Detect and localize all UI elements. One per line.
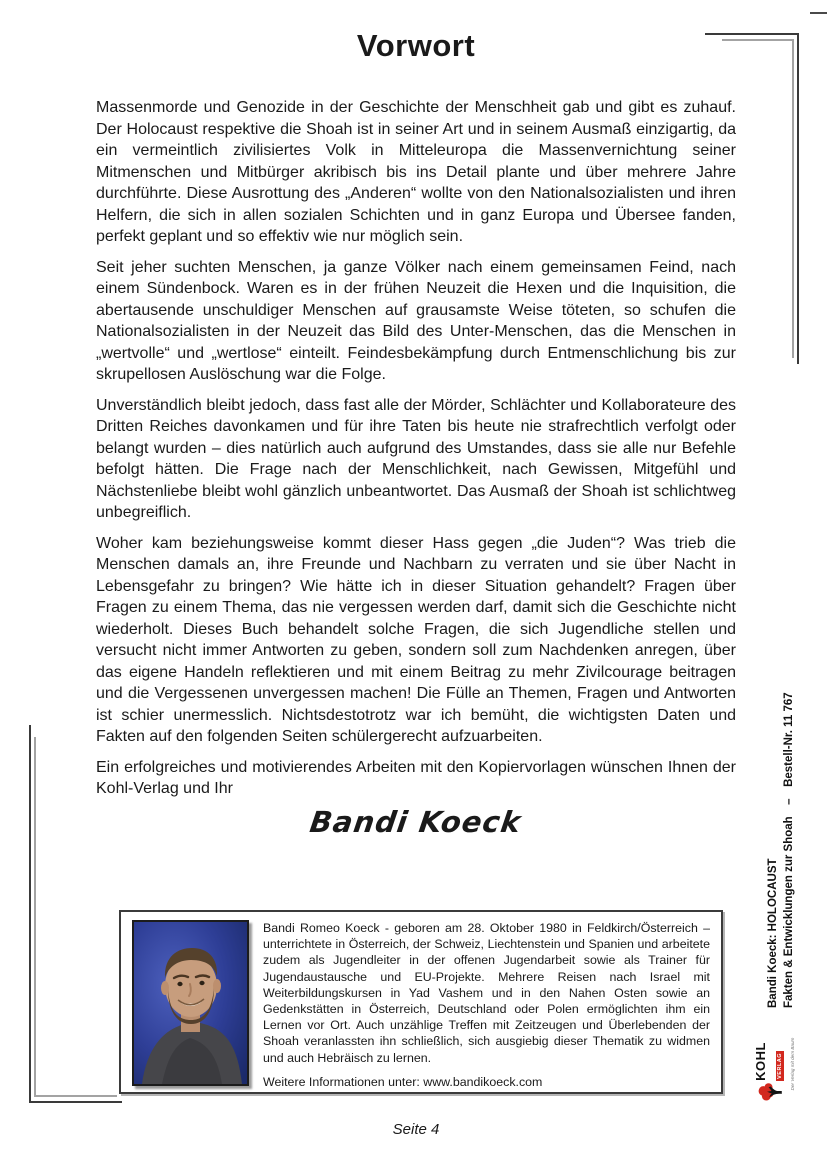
bio-text: Bandi Romeo Koeck - geboren am 28. Oktober 1980 in Feldkirch/Österreich – unterrichtete in Österreich, der Schweiz, Liechtenstein und Spanien und arbeitete zudem als Jugendleiter in der offenen Jugendarbeit sowie als Trainer für Jugendaustausche und EU-Projekte. Mehrere Reisen nach Israel mit Weiterbildungskursen in Yad Vashem und in den Nahen Osten sowie an Gedenkstätten in Österreich, Deutschland oder Polen ermöglichten ihm ein Lernen vor Ort. Auch unzählige Treffen mit Zeitzeugen und Überlebenden der Shoah veranlassten ihn schließlich, sich ausgiebig dieser Thematik zu widmen und auch Hebräisch zu lernen. bbox=[263, 921, 710, 1065]
page-title: Vorwort bbox=[356, 28, 476, 63]
author-signature-text: Bandi Koeck bbox=[308, 804, 525, 839]
logo-wordmark: KOHL bbox=[753, 1042, 768, 1081]
bio-website-line: Weitere Informationen unter: www.bandikoeck.com bbox=[263, 1074, 543, 1089]
spine-info bbox=[766, 692, 802, 1008]
publisher-logo bbox=[752, 1026, 816, 1102]
preface-paragraph-2: Seit jeher suchten Menschen, ja ganze Völker nach einem gemeinsamen Feind, nach einem Sündenbock. Waren es in der frühen Neuzeit die Hexen und die Inquisition, die abertausende unschuldiger Menschen auf grausamste Weise töteten, so schufen die Nationalsozialisten in der Neuzeit das Bild des Unter-Menschen, das die Menschen in „wertvolle“ und „wertlose“ einteilt. Feindesbekämpfung durch Entmenschlichung bis zur skrupellosen Auslöschung war die Folge. bbox=[96, 258, 736, 383]
publisher-logo-row bbox=[752, 1026, 788, 1102]
author-bio-box bbox=[119, 910, 723, 1094]
author-portrait-photo bbox=[134, 922, 247, 1084]
page-number: Seite 4 bbox=[392, 1121, 440, 1138]
page-edge-tick bbox=[810, 12, 827, 14]
spine-title-line: Bandi Koeck: HOLOCAUST bbox=[767, 858, 779, 1008]
preface-paragraph-3: Unverständlich bleibt jedoch, dass fast alle der Mörder, Schlächter und Kollaborateure des Dritten Reiches davonkamen und für ihre Taten bis heute nie strafrechtlich verfolgt oder belangt wurden – dies natürlich auch aufgrund des Umstandes, dass sie alle nur Befehle befolgt hätten. Die Frage nach der Menschlichkeit, nach Gewissen, Mitgefühl und Nächstenliebe bleibt wohl gänzlich unbeantwortet. Das Ausmaß der Shoah ist schlichtweg unbegreiflich. bbox=[96, 396, 736, 521]
spine-subtitle-line: Fakten & Entwicklungen zur Shoah – Bestell-Nr. 11 767 bbox=[782, 692, 795, 1008]
preface-text bbox=[96, 97, 736, 839]
logo-tagline: Der Verlag mit dem Baum bbox=[790, 1037, 795, 1091]
preface-paragraph-4: Woher kam beziehungsweise kommt dieser Hass gegen „die Juden“? Was trieb die Menschen damals an, ihre Freunde und Nachbarn zu verraten und sie über Nacht in Lebensgefahr zu bringen? Wie hätte ich in dieser Situation gehandelt? Fragen über Fragen zu einem Thema, das nie vergessen werden darf, damit sich die Geschichte nicht wiederholt. Dieses Buch behandelt solche Fragen, die sich Jugendliche stellen und versucht nicht immer Antworten zu geben, sondern soll zum Nachdenken anregen, über das eigene Handeln reflektieren und mit einem Beitrag zu mehr Zivilcourage beitragen und die Vergessenen unvergessen machen! Die Fülle an Themen, Fragen und Antworten ist schier unermesslich. Nichtsdestotrotz war ich bemüht, die wichtigsten Daten und Fakten auf den folgenden Seiten schülergerecht aufzuarbeiten. bbox=[96, 534, 736, 745]
spine-text bbox=[766, 692, 802, 1008]
closing-paragraph: Ein erfolgreiches und motivierendes Arbeiten mit den Kopiervorlagen wünschen Ihnen der Kohl-Verlag und Ihr bbox=[96, 758, 736, 797]
author-signature bbox=[96, 804, 736, 839]
publisher-logo-inner bbox=[752, 1026, 816, 1102]
author-photo bbox=[132, 920, 249, 1086]
logo-verlag-badge: VERLAG bbox=[777, 1052, 783, 1079]
bio-text-column bbox=[263, 920, 710, 1090]
tree-icon bbox=[755, 1083, 785, 1102]
preface-paragraph-1: Massenmorde und Genozide in der Geschichte der Menschheit gab und gibt es zuhauf. Der Holocaust respektive die Shoah ist in seiner Art und in seinem Ausmaß einzigartig, da ein vermeintlich zivilisiertes Volk in Mitteleuropa die Massenvernichtung seiner Mitmenschen und Mitbürger akribisch bis ins Detail plante und über mehrere Jahre durchführte. Diese Ausrottung des „Anderen“ wollte von den Nationalsozialisten und ihren Helfern, die sich in allen sozialen Schichten und in ganz Europa und Übersee fanden, perfekt geplant und so effektiv wie nur möglich sein. bbox=[96, 99, 736, 245]
